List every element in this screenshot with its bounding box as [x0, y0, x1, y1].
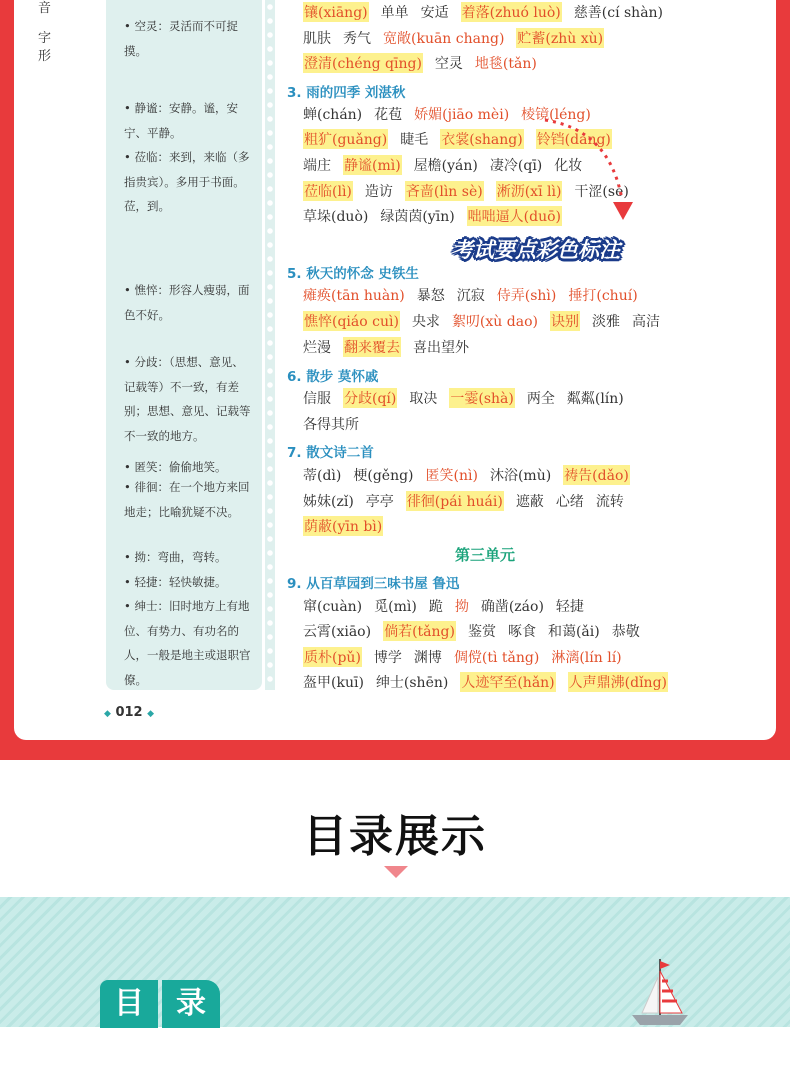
- word-row: [303, 53, 549, 77]
- word-item: 凄冷(qī): [489, 158, 543, 174]
- left-char: 字: [38, 31, 52, 46]
- word-item: 央求: [411, 314, 440, 330]
- word-item: 絮叨(xù dao): [451, 314, 538, 330]
- note-item: • 轻捷：轻快敏捷。: [124, 575, 227, 589]
- lesson-title: 5. 秋天的怀念 史铁生: [287, 266, 419, 282]
- word-item: 徘徊(pái huái): [406, 491, 504, 511]
- word-item: 渊博: [413, 650, 442, 666]
- word-item: 觅(mì): [374, 599, 417, 615]
- word-item: 棱镜(léng): [521, 107, 591, 123]
- word-item: 淡雅: [591, 314, 620, 330]
- word-item: 地毯(tǎn): [474, 56, 537, 72]
- note-item: • 徘徊：在一个地方来回地走；比喻犹疑不决。: [124, 480, 250, 519]
- word-item: 梗(gěng): [353, 468, 414, 484]
- word-item: 造访: [364, 184, 393, 200]
- word-item: 吝啬(lìn sè): [405, 181, 484, 201]
- word-item: 镶(xiāng): [303, 2, 369, 22]
- left-column: [38, 0, 68, 66]
- word-item: 咄咄逼人(duō): [467, 206, 562, 226]
- word-item: 粼粼(lín): [566, 391, 624, 407]
- word-item: 两全: [526, 391, 555, 407]
- word-item: 捶打(chuí): [568, 288, 638, 304]
- word-item: 侍弄(shì): [496, 288, 557, 304]
- word-row: [303, 596, 596, 620]
- mulu-char: 目: [100, 980, 158, 1028]
- down-arrow-icon: [384, 866, 408, 878]
- lesson-title: 6. 散步 莫怀戚: [287, 369, 379, 385]
- word-item: 各得其所: [303, 417, 359, 433]
- toc-tab: [100, 980, 220, 1028]
- word-row: [303, 414, 371, 438]
- word-item: 一霎(shà): [449, 388, 514, 408]
- word-item: 拗: [454, 599, 469, 615]
- word-row: [303, 516, 395, 540]
- callout-label: 考试要点彩色标注: [452, 238, 620, 262]
- word-row: [303, 28, 616, 52]
- word-item: 确凿(záo): [480, 599, 544, 615]
- word-item: 沐浴(mù): [489, 468, 552, 484]
- word-row: [303, 621, 652, 645]
- word-row: [303, 647, 634, 671]
- word-item: 啄食: [507, 624, 536, 640]
- page-number-text: 012: [115, 705, 143, 720]
- word-item: 铃铛(dang): [536, 129, 612, 149]
- word-item: 蒂(dì): [303, 468, 342, 484]
- word-item: 云霄(xiāo): [303, 624, 372, 640]
- diamond-icon: ◆: [147, 709, 155, 719]
- word-item: 娇媚(jiāo mèi): [414, 107, 510, 123]
- word-item: 取决: [409, 391, 438, 407]
- note-item: • 匿笑：偷偷地笑。: [124, 460, 227, 474]
- note-item: • 憔悴：形容人瘦弱，面色不好。: [124, 283, 250, 322]
- note-item: • 静谧：安静。谧，安宁、平静。: [124, 101, 238, 140]
- word-item: 匿笑(nì): [425, 468, 478, 484]
- word-item: 绅士(shēn): [375, 675, 449, 691]
- word-item: 亭亭: [365, 494, 394, 510]
- word-item: 和蔼(ǎi): [547, 624, 600, 640]
- word-item: 淋漓(lín lí): [551, 650, 622, 666]
- lesson-title: 3. 雨的四季 刘湛秋: [287, 85, 406, 101]
- word-item: 蝉(chán): [303, 107, 363, 123]
- page-number: [104, 705, 154, 720]
- word-item: 沉寂: [456, 288, 485, 304]
- word-item: 心绪: [555, 494, 584, 510]
- word-item: 端庄: [303, 158, 331, 174]
- word-item: 瘫痪(tān huàn): [303, 288, 405, 304]
- word-item: 化妆: [554, 158, 583, 174]
- word-item: 喜出望外: [413, 340, 469, 356]
- callout-arrow: [540, 110, 640, 230]
- word-item: 诀别: [550, 311, 580, 331]
- word-item: 窜(cuàn): [303, 599, 363, 615]
- word-item: 静谧(mì): [343, 155, 402, 175]
- toc-heading: 目录展示: [303, 811, 487, 862]
- word-item: 盔甲(kuī): [303, 675, 364, 691]
- word-item: 安适: [420, 5, 449, 21]
- sailboat-icon: [630, 957, 690, 1029]
- word-item: 粗犷(guǎng): [303, 129, 388, 149]
- word-item: 信服: [303, 391, 331, 407]
- word-row: [303, 206, 574, 230]
- word-item: 人声鼎沸(dǐng): [568, 672, 668, 692]
- word-item: 花苞: [374, 107, 403, 123]
- word-item: 贮蓄(zhù xù): [516, 28, 604, 48]
- word-row: [303, 672, 680, 696]
- word-item: 鉴赏: [467, 624, 496, 640]
- word-item: 肌肤: [303, 31, 331, 47]
- word-item: 衣裳(shang): [440, 129, 523, 149]
- word-item: 翻来覆去: [343, 337, 401, 357]
- word-item: 祷告(dǎo): [563, 465, 630, 485]
- word-item: 遮蔽: [515, 494, 544, 510]
- word-item: 荫蔽(yīn bì): [303, 516, 383, 536]
- word-item: 草垛(duò): [303, 209, 369, 225]
- word-item: 分歧(qí): [343, 388, 397, 408]
- word-item: 跪: [428, 599, 443, 615]
- word-item: 单单: [380, 5, 409, 21]
- word-row: [303, 311, 672, 335]
- word-row: [303, 285, 650, 309]
- word-row: [303, 388, 636, 412]
- note-item: • 绅士：旧时地方上有地位、有势力、有功名的人，一般是地主或退职官僚。: [124, 599, 251, 687]
- left-char: 音: [38, 1, 52, 16]
- word-row: [303, 2, 675, 26]
- lesson-title: 9. 从百草园到三味书屋 鲁迅: [287, 576, 460, 592]
- note-item: • 空灵：灵活而不可捉摸。: [124, 19, 238, 58]
- word-row: [303, 337, 481, 361]
- word-item: 澄清(chéng qīng): [303, 53, 423, 73]
- word-item: 空灵: [434, 56, 463, 72]
- word-item: 着落(zhuó luò): [461, 2, 562, 22]
- word-item: 莅临(lì): [303, 181, 353, 201]
- note-item: • 分歧：（思想、意见、记载等）不一致，有差别；思想、意见、记载等不一致的地方。: [124, 355, 251, 443]
- word-item: 干涩(sè): [574, 184, 629, 200]
- diamond-icon: ◆: [104, 709, 111, 719]
- word-item: 质朴(pǔ): [303, 647, 362, 667]
- word-item: 屋檐(yán): [413, 158, 478, 174]
- word-item: 暴怒: [416, 288, 445, 304]
- word-item: 人迹罕至(hǎn): [460, 672, 555, 692]
- word-item: 博学: [373, 650, 402, 666]
- mulu-char: 录: [162, 980, 220, 1028]
- word-item: 绿茵茵(yīn): [380, 209, 455, 225]
- word-item: 姊妹(zǐ): [303, 494, 354, 510]
- word-item: 秀气: [343, 31, 371, 47]
- word-item: 淅沥(xī lì): [496, 181, 563, 201]
- word-item: 憔悴(qiáo cuì): [303, 311, 400, 331]
- word-row: [303, 465, 642, 489]
- word-item: 睫毛: [400, 132, 429, 148]
- word-item: 慈善(cí shàn): [573, 5, 664, 21]
- word-item: 倜傥(tì tǎng): [453, 650, 540, 666]
- note-item: • 莅临：来到，来临（多指贵宾）。多用于书面。莅，到。: [124, 150, 250, 213]
- word-item: 流转: [595, 494, 624, 510]
- word-item: 宽敞(kuān chang): [383, 31, 505, 47]
- note-item: • 拗：弯曲，弯转。: [124, 550, 227, 564]
- lesson-title: 7. 散文诗二首: [287, 445, 374, 461]
- left-char: 形: [38, 49, 52, 64]
- word-item: 高洁: [631, 314, 660, 330]
- word-item: 倘若(tǎng): [383, 621, 456, 641]
- unit-heading: 第三单元: [455, 546, 516, 564]
- perforation: [265, 0, 275, 690]
- word-item: 烂漫: [303, 340, 331, 356]
- word-item: 轻捷: [555, 599, 584, 615]
- word-item: 恭敬: [611, 624, 640, 640]
- word-row: [303, 491, 636, 515]
